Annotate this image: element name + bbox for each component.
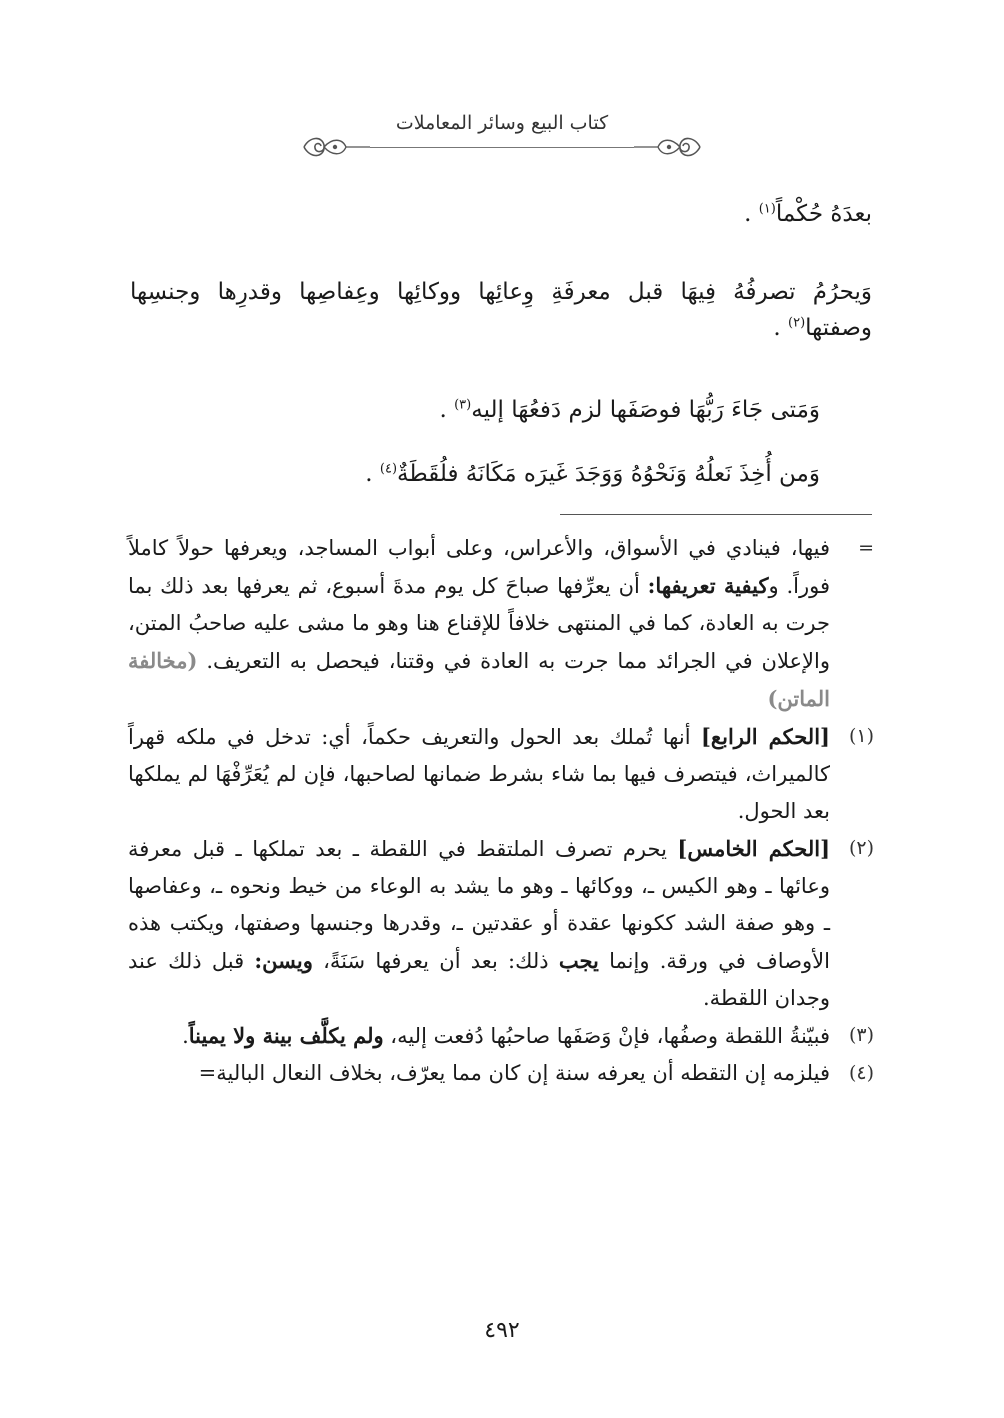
main-text-line-4 (130, 456, 872, 492)
main-text-block (130, 274, 872, 346)
footnote-4 (128, 1055, 874, 1092)
footnote-bold-text: [الحكم الرابع] (700, 724, 830, 749)
footnote-bold-text: يجب (558, 948, 599, 973)
footnote-bold-text: ولم يكلَّف بينة ولا يميناً (188, 1023, 384, 1048)
footnote-ref-3: (٣) (454, 397, 472, 413)
main-paragraph-3 (130, 392, 872, 428)
footnote-bold-text: كيفية تعريفها: (647, 573, 769, 598)
footnote-3 (128, 1017, 874, 1055)
main-p1-end: . (744, 201, 752, 227)
main-text-line-3 (130, 392, 872, 428)
footnote-text: يحرم تصرف الملتقط في اللقطة ـ بعد تملكها ـ قبل معرفة وعائها ـ وهو الكيس ـ، ووكائها ـ وهو ما يشد به الوعاء من خيط ونحوه ـ، وعفاصها ـ وهو صفة الشد ككونها عقدة أو عقدتين ـ، وقدرها وجنسها وصفتها، ويكتب هذه الأوصاف في ورقة. وإنما (128, 837, 830, 973)
footnote-separator (560, 514, 872, 515)
footnote-body (128, 718, 830, 830)
footnote-ref-2: (٢) (788, 315, 806, 331)
page-number: ٤٩٢ (484, 1318, 520, 1343)
footnote-marker: (٣) (848, 1024, 874, 1046)
footnotes (128, 530, 874, 1092)
main-p2-end: . (773, 315, 781, 341)
footnote-marker: (٢) (848, 837, 874, 859)
footnote-text: فبيّنةُ اللقطة وصفُها، فإنْ وَصَفَها صاحبُها دُفعت إليه، (383, 1024, 830, 1048)
header-rule (370, 147, 634, 148)
footnote-grey-text: (مخالفة الماتن) (128, 648, 830, 711)
header-title: كتاب البيع وسائر المعاملات (395, 112, 609, 134)
main-text-line-1 (130, 196, 872, 232)
footnote-marker: (٤) (848, 1062, 874, 1084)
footnote-bold-text: [الحكم الخامس] (677, 836, 830, 861)
main-paragraph-2 (130, 274, 872, 346)
running-header (300, 112, 704, 172)
main-p2-text: وَيحرُمُ تصرفُهُ فِيهَا قبل معرفَةِ وِعائِها ووكائِها وعِفاصِها وقدرِها وجنسِها وصفتها (130, 279, 872, 341)
footnote-ref-1: (١) (758, 201, 776, 217)
footnote-body (128, 1017, 830, 1055)
main-paragraph-4 (130, 456, 872, 492)
main-paragraph-1 (130, 196, 872, 232)
main-p1-text: بعدَهُ حُكْماً (775, 201, 872, 227)
footnote-text: فيلزمه إن التقطه أن يعرفه سنة إن كان مما يعرّف، بخلاف النعال البالية= (198, 1061, 830, 1085)
footnote-body (128, 1055, 830, 1092)
footnote-text: ذلك: بعد أن يعرفها سَنَةً، (312, 949, 559, 973)
footnote-2 (128, 830, 874, 1017)
ornament-right-icon (634, 134, 704, 160)
footnote-marker: (١) (848, 725, 874, 747)
ornament-left-icon (300, 134, 370, 160)
footnote-text: . (182, 1024, 189, 1048)
footnote-continuation (128, 530, 874, 718)
footnote-bold-text: ويسن: (254, 948, 313, 973)
footnote-body (128, 530, 830, 718)
footnote-1 (128, 718, 874, 830)
footnote-body (128, 830, 830, 1017)
footnote-marker: = (858, 537, 874, 559)
footnote-text: أنها تُملك بعد الحول والتعريف حكماً، أي: تدخل في ملكه قهراً كالميراث، فيتصرف فيها بما شاء بشرط ضمانها لصاحبها، فإن لم يُعَرِّفْهَا لم يملكها بعد الحول. (128, 725, 830, 823)
footnote-text: فيها، فينادي في الأسواق، والأعراس، وعلى أبواب المساجد، ويعرفها حولاً كاملاً فوراً. و (128, 536, 830, 598)
main-p3-end: . (439, 397, 447, 423)
main-p3-text: وَمَتى جَاءَ رَبُّهَا فوصَفَها لزم دَفعُهَا إليه (471, 397, 820, 423)
footnote-text: أن يعرِّفها صباحَ كل يوم مدةَ أسبوع، ثم يعرفها بعد ذلك بما جرت به العادة، كما في المنتهى خلافاً للإقناع هنا وهو ما مشى عليه صاحبُ المتن، والإعلان في الجرائد مما جرت به العادة في وقتنا، فيحصل به التعريف. (128, 574, 830, 673)
footnote-text: قبل ذلك عند وجدان اللقطة. (128, 949, 830, 1010)
main-p4-text: وَمن أُخِذَ نَعلُهُ وَنَحْوُهُ وَوَجَدَ غَيرَه مَكَانَهُ فلُقَطَةٌ (397, 461, 820, 487)
footnote-ref-4: (٤) (379, 461, 398, 477)
main-p4-end: . (365, 461, 373, 487)
